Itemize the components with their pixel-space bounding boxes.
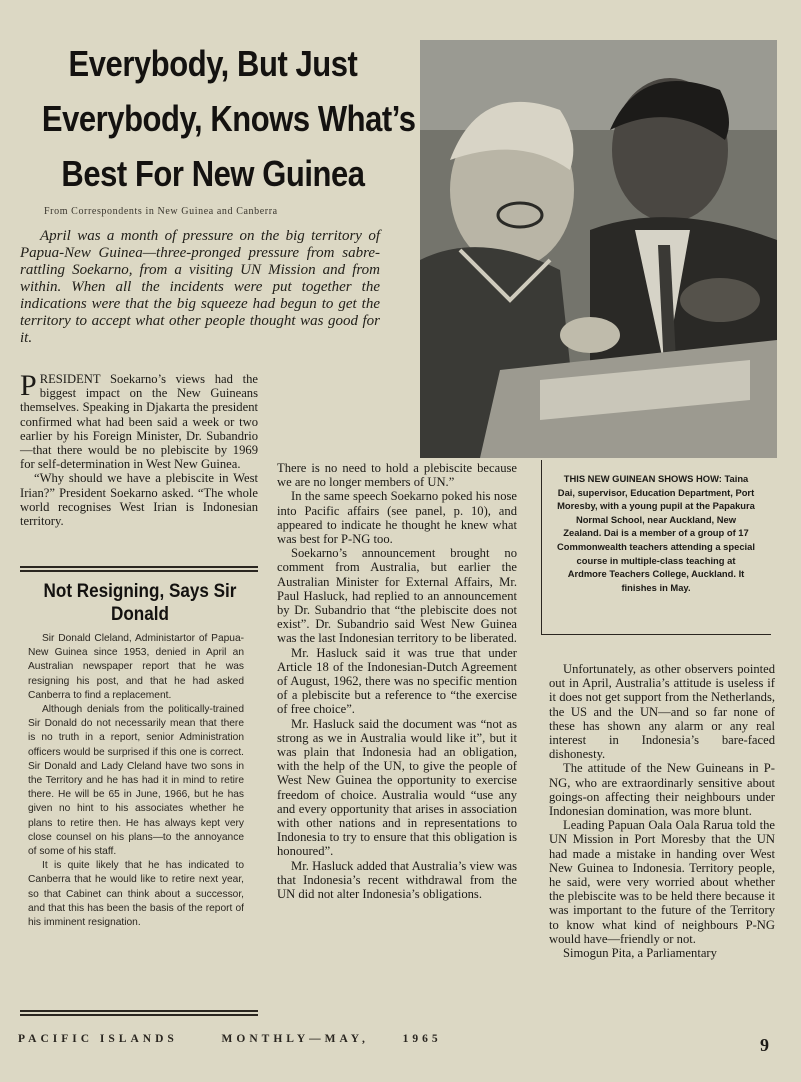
lead-paragraph <box>20 369 258 472</box>
footer-magazine-name: PACIFIC ISLANDS <box>18 1033 178 1045</box>
sidebar-paragraph: It is quite likely that he has indicated to Canberra that he would like to retire next year, so that Cabinet can think about a successor, and that this has been the basis of the report of his imminent resignation. <box>28 860 244 929</box>
paragraph: Mr. Hasluck said the document was “not as strong as we in Australia would like it”, but it was plain that Indonesia had an obligation, with the help of the UN, to give the people of West New Guinea the opportunity to exercise freedom of choice. Australia would “use any and every opportunity that arises in association with other nations and in representations to Indonesia to try to ensure that this obligation is honoured”. <box>277 716 517 859</box>
sidebar-title: Not Resigning, Says Sir Donald <box>43 581 237 625</box>
paragraph: Mr. Hasluck said it was true that under Article 18 of the Indonesian-Dutch Agreement of August, 1962, there was no specific mention of a plebiscite but a reference to “the exercise of free choice”. <box>277 645 517 717</box>
sidebar-paragraph: Sir Donald Cleland, Administartor of Papua-New Guinea since 1953, denied in April an Australian newspaper report that he was resigning his post, and that he had asked Canberra to find a replacement. <box>28 633 244 701</box>
sidebar-paragraph: Although denials from the politically-trained Sir Donald do not necessarily mean that there is no truth in a report, senior Administration officers would be surprised if this one is correct. Sir Donald and Lady Cleland have two sons in the Territory and he has had it in mind to retire there. He will be 65 in June, 1966, but he has given no hint to his associates whether he plans to retire then. He has always kept very close counsel on his plans—to the annoyance of some of his staff. <box>28 704 244 858</box>
paragraph: In the same speech Soekarno poked his nose into Pacific affairs (see panel, p. 10), and appeared to indicate he thought he knew what was best for P-NG too. <box>277 489 517 547</box>
headline-line-2: Everybody, Knows What’s <box>41 98 416 139</box>
headline-line-3: Best For New Guinea <box>61 153 365 194</box>
paragraph: There is no need to hold a plebiscite because we are no longer members of UN.” <box>277 461 517 490</box>
headline-line-1: Everybody, But Just <box>68 43 358 84</box>
paragraph: Simogun Pita, a Parliamentary <box>563 946 717 961</box>
sidebar-bottom-rule <box>20 1010 258 1012</box>
standfirst: April was a month of pressure on the big territory of Papua-New Guinea—three-pronged pressure from sabre-rattling Soekarno, from a visiting UN Mission and from within. When all the incidents were put together the indications were that the big squeeze had begun to get the territory to accept what other people thought was good for it. <box>20 228 380 346</box>
paragraph: The attitude of the New Guineans in P-NG, who are extraordinarly sensitive about goings-on affecting their neighbours under Indonesian domination, was more blunt. <box>549 761 775 819</box>
footer-issue: MONTHLY—MAY, <box>221 1033 369 1045</box>
paragraph: Leading Papuan Oala Oala Rarua told the UN Mission in Port Moresby that the UN had made a mistake in handing over West New Guinea to Indonesia. Territory people, he said, were very worried about whether the plebiscite was to be held there because it was important to the future of the Territory to know what kind of neighbours P-NG would have—friendly or not. <box>549 818 775 946</box>
right-column <box>549 662 775 960</box>
headline <box>41 36 416 201</box>
lead-paragraph-text: RESIDENT Soekarno’s views had the biggest impact on the New Guineans themselves. Speaking in Djakarta the president confirmed what had been said a week or two earlier by his Foreign Minister, Dr. Subandrio—that there would be no plebiscite by 1969 for self-determination in West New Guinea. <box>20 372 258 472</box>
sidebar-top-rule <box>20 566 258 568</box>
photograph <box>420 40 777 458</box>
paragraph: “Why should we have a plebiscite in West Irian?” President Soekarno asked. “The whole world recognises West Irian is Indonesian territory. <box>20 471 258 529</box>
sidebar-top-rule-double <box>20 570 258 572</box>
drop-cap: P <box>20 369 37 402</box>
paragraph: Mr. Hasluck added that Australia’s view was that Indonesia’s recent withdrawal from the UN did not alter Indonesia’s obligations. <box>277 858 517 902</box>
photo-caption: THIS NEW GUINEAN SHOWS HOW: Taina Dai, supervisor, Education Department, Port Moresby, with a young pupil at the Papakura Normal School, near Auckland, New Zealand. Dai is a member of a group of 17 Commonwealth teachers attending a special course in multiple-class teaching at Ardmore Teachers College, Auckland. It finishes in May. <box>557 473 755 593</box>
paragraph: Soekarno’s announcement brought no comment from Australia, but earlier the Australian Minister for External Affairs, Mr. Paul Hasluck, had replied to an announcement by Dr. Subandrio that “the plebiscite does not exist”. Dr. Subandrio said West New Guinea was the last Indonesian territory to be liberated. <box>277 546 517 646</box>
middle-column <box>277 461 517 901</box>
page-number: 9 <box>760 1035 769 1055</box>
photograph-illustration <box>420 40 777 458</box>
byline: From Correspondents in New Guinea and Canberra <box>44 206 278 217</box>
sidebar-bottom-rule-double <box>20 1014 258 1016</box>
paragraph: Unfortunately, as other observers pointed out in April, Australia’s attitude is useless if it does not get support from the Netherlands, the US and the UN—and so far none of these has shown any alarm or any real interest in Indonesia’s bare-faced dishonesty. <box>549 662 775 762</box>
sidebar-body <box>28 632 244 930</box>
lead-story-column <box>20 369 258 529</box>
footer-year: 1965 <box>402 1033 442 1045</box>
page-footer <box>18 1033 778 1045</box>
